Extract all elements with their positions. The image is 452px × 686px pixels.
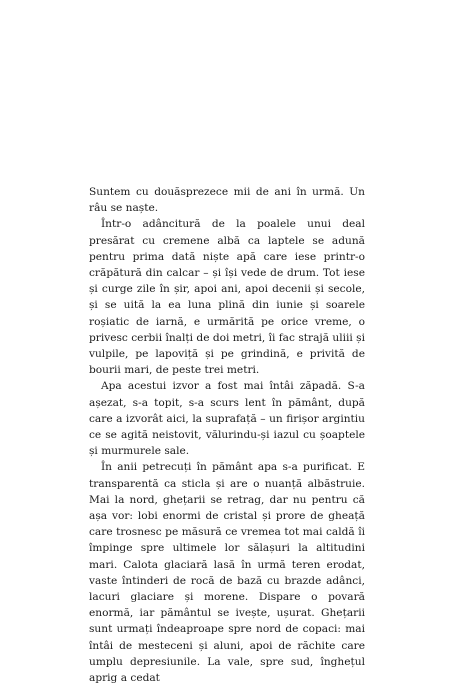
paragraph-1: Suntem cu douăsprezece mii de ani în urmă. Un râu se naște.: [89, 186, 365, 215]
paragraph-4: În anii petrecuți în pământ apa s-a purificat. E transparentă ca sticla și are o nuanță albăstruie. Mai la nord, ghețarii se retrag, dar nu pentru că așa vor: lobi enormi de cristal și prore de gheață care trosnesc pe măsură ce vremea tot mai caldă îi împinge spre ultimele lor sălașuri la altitudini mari. Calota glaciară lasă în urmă teren erodat, vaste întinderi de rocă de bază cu brazde adânci, lacuri glaciare și morene. Dispare o povară enormă, iar pământul se ivește, ușurat. Ghețarii sunt urmați îndeaproape spre nord de copaci: mai întâi de mesteceni și aluni, apoi de răchite care umplu depresiunile. La vale, spre sud, înghețul aprig a cedat: [89, 461, 365, 685]
paragraph-2: Într-o adâncitură de la poalele unui deal presărat cu cremene albă ca laptele se adună pentru prima dată niște apă care iese printr-o crăpătură din calcar – și își vede de drum. Tot iese și curge zile în șir, apoi ani, apoi decenii și secole, și se uită la ea luna plină din iunie și soarele roșiatic de iarnă, e urmărită pe orice vreme, o privesc cerbii înalți de doi metri, îi fac strajă uliii și vulpile, pe lapoviță și pe grindină, e privită de bourii mari, de peste trei metri.: [89, 218, 365, 377]
paragraph-3: Apa acestui izvor a fost mai întâi zăpadă. S-a așezat, s-a topit, s-a scurs lent în pământ, după care a izvorât aici, la suprafață – un firișor argintiu ce se agită neistovit, vălurindu-și iazul cu șoaptele și murmurele sale.: [89, 380, 365, 458]
body-text: [89, 184, 365, 686]
